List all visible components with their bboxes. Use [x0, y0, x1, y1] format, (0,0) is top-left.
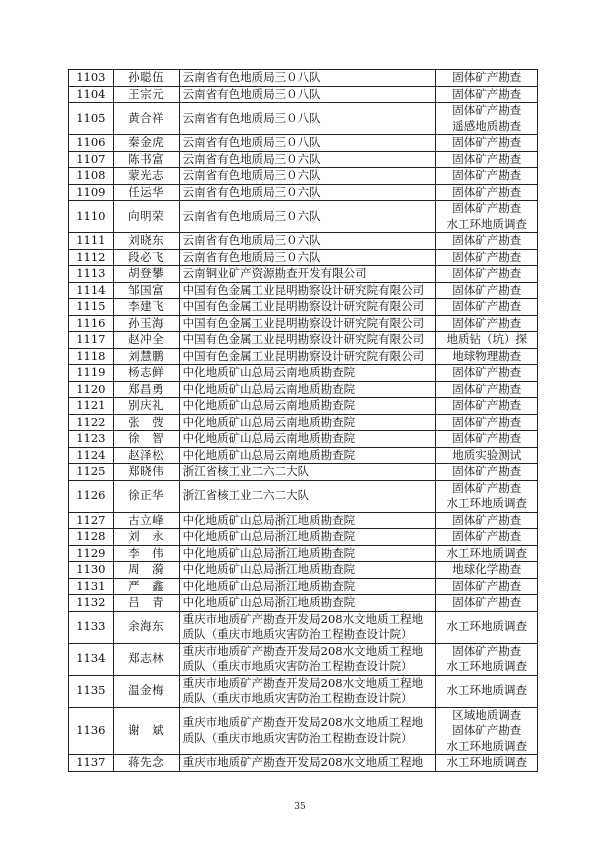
person-name: 黄合祥	[113, 103, 179, 135]
organization-line: 中化地质矿山总局浙江地质勘查院	[182, 512, 356, 527]
category-line: 水工环地质调查	[446, 683, 527, 698]
person-name: 赵冲全	[113, 332, 179, 349]
qualification-category	[436, 151, 538, 168]
organization	[179, 755, 436, 772]
row-number: 1120	[69, 381, 114, 398]
organization	[179, 135, 436, 152]
qualification-category	[436, 249, 538, 266]
category-line: 固体矿产勘查	[452, 723, 522, 737]
row-number: 1126	[69, 480, 114, 512]
qualification-category	[436, 431, 538, 448]
table-row	[69, 578, 538, 595]
organization-line: 中化地质矿山总局浙江地质勘查院	[182, 595, 356, 609]
organization	[179, 675, 436, 707]
row-number: 1124	[69, 447, 114, 464]
organization-line: 中国有色金属工业昆明勘察设计研究院有限公司	[182, 315, 425, 330]
organization	[179, 414, 436, 431]
qualification-category	[436, 282, 538, 299]
organization-line: 云南省有色地质局三０八队	[182, 86, 321, 101]
organization-line: 中国有色金属工业昆明勘察设计研究院有限公司	[182, 348, 425, 363]
organization-line: 质队（重庆市地质灾害防治工程勘查设计院）	[182, 730, 413, 745]
category-line: 水工环地质调查	[446, 659, 527, 673]
organization-line: 重庆市地质矿产勘查开发局208水文地质工程地	[182, 611, 424, 626]
person-name: 周 漪	[113, 562, 179, 579]
category-line: 固体矿产勘查	[452, 529, 522, 543]
person-name: 蒙光志	[113, 168, 179, 185]
row-number: 1106	[69, 135, 114, 152]
person-name: 杨志鲜	[113, 365, 179, 382]
organization-line: 中化地质矿山总局浙江地质勘查院	[182, 562, 356, 576]
row-number: 1125	[69, 464, 114, 481]
table-row	[69, 529, 538, 546]
organization	[179, 611, 436, 643]
row-number: 1107	[69, 151, 114, 168]
category-line: 水工环地质调查	[446, 496, 527, 510]
qualification-category	[436, 184, 538, 201]
category-line: 水工环地质调查	[446, 738, 527, 753]
row-number: 1118	[69, 348, 114, 365]
qualification-category	[436, 381, 538, 398]
table-row	[69, 562, 538, 579]
category-line: 固体矿产勘查	[452, 381, 522, 396]
person-name: 段必飞	[113, 249, 179, 266]
row-number: 1129	[69, 545, 114, 562]
organization	[179, 348, 436, 365]
table-row	[69, 249, 538, 266]
row-number: 1130	[69, 562, 114, 579]
organization	[179, 70, 436, 87]
qualification-category	[436, 201, 538, 233]
table-row	[69, 643, 538, 675]
qualification-category	[436, 365, 538, 382]
organization	[179, 545, 436, 562]
organization-line: 中化地质矿山总局云南地质勘查院	[182, 414, 356, 429]
organization-line: 重庆市地质矿产勘查开发局208水文地质工程地	[182, 675, 424, 690]
qualification-category	[436, 562, 538, 579]
qualification-category	[436, 707, 538, 755]
row-number: 1137	[69, 755, 114, 772]
qualification-category	[436, 348, 538, 365]
organization	[179, 464, 436, 481]
qualification-category	[436, 103, 538, 135]
qualification-category	[436, 643, 538, 675]
category-line: 固体矿产勘查	[452, 151, 522, 166]
table-body	[69, 70, 538, 772]
category-line: 固体矿产勘查	[452, 512, 522, 527]
organization-line: 质队（重庆市地质灾害防治工程勘查设计院）	[182, 627, 413, 641]
row-number: 1136	[69, 707, 114, 755]
person-name: 谢 斌	[113, 707, 179, 755]
organization-line: 浙江省核工业二六二大队	[182, 464, 310, 478]
category-line: 固体矿产勘查	[452, 365, 522, 379]
row-number: 1134	[69, 643, 114, 675]
organization-line: 云南铜业矿产资源勘查开发有限公司	[182, 266, 367, 280]
table-row	[69, 151, 538, 168]
row-number: 1112	[69, 249, 114, 266]
table-row	[69, 365, 538, 382]
row-number: 1110	[69, 201, 114, 233]
category-line: 水工环地质调查	[446, 545, 527, 560]
person-name: 刘 永	[113, 529, 179, 546]
row-number: 1104	[69, 86, 114, 103]
qualification-category	[436, 755, 538, 772]
category-line: 固体矿产勘查	[452, 233, 522, 247]
organization-line: 质队（重庆市地质灾害防治工程勘查设计院）	[182, 691, 413, 705]
person-name: 郑昌勇	[113, 381, 179, 398]
table-row	[69, 168, 538, 185]
category-line: 地球物理勘查	[452, 348, 522, 363]
organization	[179, 233, 436, 250]
row-number: 1133	[69, 611, 114, 643]
organization	[179, 447, 436, 464]
person-name: 严 鑫	[113, 578, 179, 595]
category-line: 固体矿产勘查	[452, 168, 522, 182]
person-name: 邹国富	[113, 282, 179, 299]
organization-line: 云南省有色地质局三０六队	[182, 249, 321, 264]
organization-line: 云南省有色地质局三０八队	[182, 70, 321, 84]
organization	[179, 643, 436, 675]
person-name: 赵泽松	[113, 447, 179, 464]
person-name: 李 伟	[113, 545, 179, 562]
row-number: 1114	[69, 282, 114, 299]
organization	[179, 480, 436, 512]
organization	[179, 184, 436, 201]
row-number: 1111	[69, 233, 114, 250]
organization-line: 重庆市地质矿产勘查开发局208水文地质工程地	[182, 755, 424, 769]
person-name: 郑志林	[113, 643, 179, 675]
organization	[179, 512, 436, 529]
table-row	[69, 707, 538, 755]
person-name: 孙聪伍	[113, 70, 179, 87]
category-line: 固体矿产勘查	[452, 431, 522, 445]
category-line: 固体矿产勘查	[452, 299, 522, 313]
organization	[179, 168, 436, 185]
organization	[179, 103, 436, 135]
organization	[179, 707, 436, 755]
organization-line: 中国有色金属工业昆明勘察设计研究院有限公司	[182, 299, 425, 313]
row-number: 1135	[69, 675, 114, 707]
row-number: 1117	[69, 332, 114, 349]
person-name: 徐 智	[113, 431, 179, 448]
person-name: 李建飞	[113, 299, 179, 316]
person-name: 张 弢	[113, 414, 179, 431]
person-name: 郑晓伟	[113, 464, 179, 481]
category-line: 地质实验测试	[452, 447, 522, 462]
organization-line: 云南省有色地质局三０六队	[182, 184, 321, 199]
person-name: 徐正华	[113, 480, 179, 512]
organization	[179, 578, 436, 595]
organization	[179, 315, 436, 332]
qualification-category	[436, 578, 538, 595]
organization-line: 中化地质矿山总局浙江地质勘查院	[182, 578, 356, 593]
person-name: 胡登攀	[113, 266, 179, 283]
row-number: 1115	[69, 299, 114, 316]
qualification-category	[436, 266, 538, 283]
organization-line: 中国有色金属工业昆明勘察设计研究院有限公司	[182, 282, 425, 297]
organization-line: 云南省有色地质局三０六队	[182, 233, 321, 247]
organization-line: 浙江省核工业二六二大队	[182, 488, 310, 503]
qualification-category	[436, 398, 538, 415]
table-row	[69, 447, 538, 464]
category-line: 固体矿产勘查	[452, 398, 522, 412]
category-line: 固体矿产勘查	[452, 464, 522, 478]
organization	[179, 201, 436, 233]
person-name: 任运华	[113, 184, 179, 201]
personnel-table	[68, 69, 538, 772]
category-line: 固体矿产勘查	[452, 315, 522, 330]
table-row	[69, 233, 538, 250]
page-number: 35	[294, 802, 306, 812]
category-line: 固体矿产勘查	[452, 595, 522, 609]
table-row	[69, 381, 538, 398]
category-line: 固体矿产勘查	[452, 266, 522, 280]
person-name: 刘慧鹏	[113, 348, 179, 365]
person-name: 秦金虎	[113, 135, 179, 152]
table-row	[69, 398, 538, 415]
qualification-category	[436, 135, 538, 152]
organization	[179, 282, 436, 299]
qualification-category	[436, 529, 538, 546]
organization-line: 中化地质矿山总局浙江地质勘查院	[182, 545, 356, 560]
person-name: 余海东	[113, 611, 179, 643]
table-row	[69, 103, 538, 135]
organization	[179, 595, 436, 612]
row-number: 1127	[69, 512, 114, 529]
organization-line: 中化地质矿山总局云南地质勘查院	[182, 431, 356, 445]
qualification-category	[436, 595, 538, 612]
organization-line: 质队（重庆市地质灾害防治工程勘查设计院）	[182, 659, 413, 673]
qualification-category	[436, 299, 538, 316]
qualification-category	[436, 545, 538, 562]
organization	[179, 381, 436, 398]
organization	[179, 398, 436, 415]
organization	[179, 266, 436, 283]
person-name: 别庆礼	[113, 398, 179, 415]
table-row	[69, 480, 538, 512]
row-number: 1131	[69, 578, 114, 595]
table-row	[69, 315, 538, 332]
row-number: 1105	[69, 103, 114, 135]
table-row	[69, 595, 538, 612]
table-row	[69, 464, 538, 481]
person-name: 陈书富	[113, 151, 179, 168]
table-row	[69, 675, 538, 707]
table-row	[69, 184, 538, 201]
organization	[179, 332, 436, 349]
category-line: 固体矿产勘查	[452, 578, 522, 593]
organization-line: 中化地质矿山总局云南地质勘查院	[182, 365, 356, 379]
category-line: 水工环地质调查	[446, 619, 527, 634]
category-line: 固体矿产勘查	[452, 135, 522, 149]
organization-line: 云南省有色地质局三０六队	[182, 151, 321, 166]
category-line: 水工环地质调查	[446, 755, 527, 769]
row-number: 1108	[69, 168, 114, 185]
table-row	[69, 611, 538, 643]
category-line: 固体矿产勘查	[452, 414, 522, 429]
category-line: 固体矿产勘查	[452, 249, 522, 264]
row-number: 1113	[69, 266, 114, 283]
row-number: 1132	[69, 595, 114, 612]
qualification-category	[436, 414, 538, 431]
category-line: 遥感地质勘查	[452, 118, 522, 133]
row-number: 1122	[69, 414, 114, 431]
organization-line: 云南省有色地质局三０八队	[182, 110, 321, 125]
person-name: 孙玉海	[113, 315, 179, 332]
qualification-category	[436, 675, 538, 707]
qualification-category	[436, 233, 538, 250]
organization	[179, 299, 436, 316]
table-row	[69, 266, 538, 283]
organization	[179, 562, 436, 579]
category-line: 固体矿产勘查	[452, 643, 522, 658]
person-name: 王宗元	[113, 86, 179, 103]
person-name: 古立峰	[113, 512, 179, 529]
qualification-category	[436, 480, 538, 512]
row-number: 1119	[69, 365, 114, 382]
category-line: 固体矿产勘查	[452, 184, 522, 199]
organization-line: 重庆市地质矿产勘查开发局208水文地质工程地	[182, 715, 424, 730]
row-number: 1116	[69, 315, 114, 332]
qualification-category	[436, 447, 538, 464]
qualification-category	[436, 315, 538, 332]
table-row	[69, 86, 538, 103]
person-name: 蒋先念	[113, 755, 179, 772]
organization-line: 中国有色金属工业昆明勘察设计研究院有限公司	[182, 332, 425, 346]
table-row	[69, 201, 538, 233]
table-row	[69, 299, 538, 316]
table-row	[69, 755, 538, 772]
category-line: 区域地质调查	[452, 707, 522, 722]
organization	[179, 86, 436, 103]
category-line: 固体矿产勘查	[452, 201, 522, 215]
qualification-category	[436, 332, 538, 349]
category-line: 固体矿产勘查	[452, 480, 522, 495]
qualification-category	[436, 70, 538, 87]
category-line: 固体矿产勘查	[452, 70, 522, 84]
table-row	[69, 512, 538, 529]
organization-line: 中化地质矿山总局云南地质勘查院	[182, 398, 356, 412]
table-row	[69, 282, 538, 299]
category-line: 固体矿产勘查	[452, 282, 522, 297]
row-number: 1128	[69, 529, 114, 546]
person-name: 向明荣	[113, 201, 179, 233]
qualification-category	[436, 512, 538, 529]
table-row	[69, 545, 538, 562]
organization-line: 云南省有色地质局三０六队	[182, 168, 321, 182]
row-number: 1109	[69, 184, 114, 201]
category-line: 固体矿产勘查	[452, 103, 522, 117]
person-name: 刘晓东	[113, 233, 179, 250]
table-row	[69, 332, 538, 349]
table-row	[69, 135, 538, 152]
qualification-category	[436, 86, 538, 103]
qualification-category	[436, 611, 538, 643]
organization-line: 重庆市地质矿产勘查开发局208水文地质工程地	[182, 643, 424, 658]
organization	[179, 365, 436, 382]
row-number: 1103	[69, 70, 114, 87]
organization-line: 中化地质矿山总局云南地质勘查院	[182, 447, 356, 462]
organization-line: 云南省有色地质局三０六队	[182, 208, 321, 223]
table-row	[69, 414, 538, 431]
category-line: 地质钻（坑）探	[446, 332, 527, 346]
organization-line: 中化地质矿山总局浙江地质勘查院	[182, 529, 356, 543]
person-name: 温金梅	[113, 675, 179, 707]
row-number: 1121	[69, 398, 114, 415]
qualification-category	[436, 168, 538, 185]
table-row	[69, 431, 538, 448]
organization	[179, 431, 436, 448]
organization	[179, 529, 436, 546]
table-row	[69, 70, 538, 87]
organization-line: 中化地质矿山总局云南地质勘查院	[182, 381, 356, 396]
organization	[179, 151, 436, 168]
table-row	[69, 348, 538, 365]
category-line: 固体矿产勘查	[452, 86, 522, 101]
category-line: 水工环地质调查	[446, 216, 527, 231]
row-number: 1123	[69, 431, 114, 448]
organization-line: 云南省有色地质局三０八队	[182, 135, 321, 149]
person-name: 吕 青	[113, 595, 179, 612]
category-line: 地球化学勘查	[452, 562, 522, 576]
qualification-category	[436, 464, 538, 481]
organization	[179, 249, 436, 266]
